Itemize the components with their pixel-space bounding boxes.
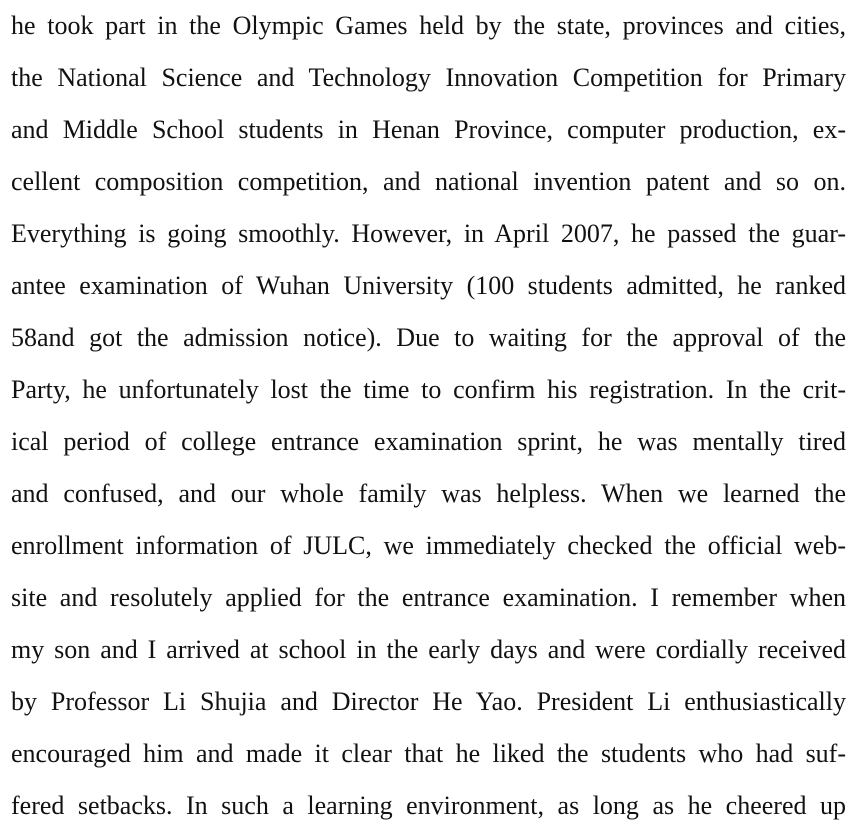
text-line: ical period of college entrance examination sprint, he was mentally tired bbox=[11, 427, 846, 456]
text-line: encouraged him and made it clear that he liked the students who had suf- bbox=[11, 739, 846, 768]
text-line: the National Science and Technology Innovation Competition for Primary bbox=[11, 63, 846, 92]
text-line: antee examination of Wuhan University (100 students admitted, he ranked bbox=[11, 271, 846, 300]
text-line: by Professor Li Shujia and Director He Yao. President Li enthusiastically bbox=[11, 687, 846, 716]
text-line: fered setbacks. In such a learning environment, as long as he cheered up bbox=[11, 791, 846, 820]
text-line: and Middle School students in Henan Province, computer production, ex- bbox=[11, 115, 846, 144]
text-line: enrollment information of JULC, we immediately checked the official web- bbox=[11, 531, 846, 560]
document-body bbox=[11, 0, 846, 832]
text-line: Party, he unfortunately lost the time to confirm his registration. In the crit- bbox=[11, 375, 846, 404]
text-line: and confused, and our whole family was helpless. When we learned the bbox=[11, 479, 846, 508]
text-line: site and resolutely applied for the entrance examination. I remember when bbox=[11, 583, 846, 612]
text-line: 58and got the admission notice). Due to waiting for the approval of the bbox=[11, 323, 846, 352]
text-line: Everything is going smoothly. However, in April 2007, he passed the guar- bbox=[11, 219, 846, 248]
text-line: he took part in the Olympic Games held by the state, provinces and cities, bbox=[11, 11, 846, 40]
text-line: cellent composition competition, and national invention patent and so on. bbox=[11, 167, 846, 196]
text-line: my son and I arrived at school in the early days and were cordially received bbox=[11, 635, 846, 664]
